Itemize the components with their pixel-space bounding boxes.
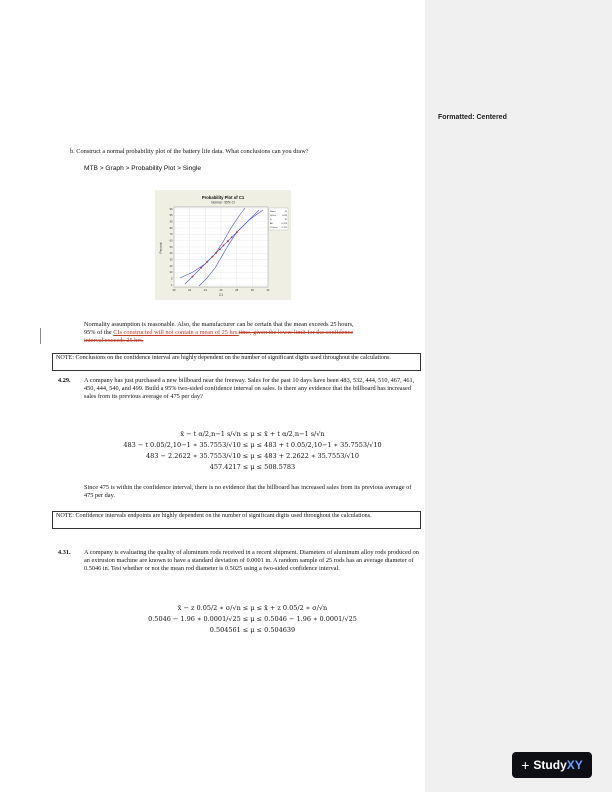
data-point xyxy=(211,256,213,258)
y-tick-label: 40 xyxy=(169,252,173,256)
brand-logo xyxy=(533,758,582,772)
y-tick-label: 95 xyxy=(169,214,173,218)
tracked-deletion-2: interval exceeds 25 hrs. xyxy=(84,337,144,344)
p429-eq1: x̄ − t α/2,n−1 s/√n ≤ μ ≤ x̄ + t α/2,n−1 s/√n xyxy=(180,430,325,438)
y-tick-label: 20 xyxy=(169,264,173,268)
studyxy-badge[interactable] xyxy=(512,752,592,778)
legend-value: 0.224 xyxy=(281,223,287,225)
data-point xyxy=(219,248,221,250)
note-box-1: NOTE: Conclusions on the confidence interval are highly dependent on the number of significant digits used throughout the calculations. xyxy=(52,353,421,371)
legend-value: 0.765 xyxy=(281,227,287,229)
p431-eq3: 0.504561 ≤ μ ≤ 0.504639 xyxy=(209,626,296,634)
p429-eq3: 483 − 2.2622 ∗ 35.7553/√10 ≤ μ ≤ 483 + 2.2622 ∗ 35.7553/√10 xyxy=(146,452,359,460)
data-point xyxy=(223,245,225,247)
p429-eq2: 483 − t 0.05/2,10−1 ∗ 35.7553/√10 ≤ μ ≤ 483 + t 0.05/2,10−1 ∗ 35.7553/√10 xyxy=(123,441,382,449)
problem-429-conclusion: Since 475 is within the confidence interval, there is no evidence that the billboard has increased sales from its previous average of 475 per day. xyxy=(84,484,412,499)
legend-key: P-Value xyxy=(270,227,278,229)
y-tick-label: 70 xyxy=(169,233,173,237)
probability-plot xyxy=(155,190,291,300)
plot-title: Probability Plot of C1 xyxy=(201,195,245,200)
data-point xyxy=(227,240,229,242)
legend-key: Mean xyxy=(270,211,276,213)
x-tick-label: 28 xyxy=(235,288,239,292)
problem-431-text: A company is evaluating the quality of aluminum rods received in a recent shipment. Diameters of aluminum alloy rods produced on an extrusion machine are known to have a standard deviation of 0.0001 in. A random sample of 25 rods has an average diameter of 0.5046 in. Test whether or not the mean rod diameter is 0.5025 using a two-sided confidence interval. xyxy=(84,549,419,572)
legend-value: 10 xyxy=(284,219,287,221)
plus-icon: + xyxy=(521,757,530,773)
x-tick-label: 24 xyxy=(203,288,207,292)
problem-number-431: 4.31. xyxy=(58,549,71,556)
part-b-question: b. Construct a normal probability plot of the battery life data. What conclusions can you draw? xyxy=(70,148,309,155)
y-tick-label: 5 xyxy=(171,277,173,281)
menu-path: MTB > Graph > Probability Plot > Single xyxy=(84,165,202,172)
y-tick-label: 99 xyxy=(169,207,173,211)
conclusion-prefix: 95% of the xyxy=(84,329,114,336)
conclusion-line1: Normality assumption is reasonable. Also, the manufacturer can be certain that the mean exceeds 25 hours, xyxy=(84,321,354,328)
y-tick-label: 50 xyxy=(169,245,173,249)
y-tick-label: 60 xyxy=(169,239,173,243)
p429-eq4: 457.4217 ≤ μ ≤ 508.5783 xyxy=(209,463,296,471)
y-tick-label: 30 xyxy=(169,258,173,262)
legend-key: StDev xyxy=(270,215,276,217)
plot-subtitle: Normal - 95% CI xyxy=(211,200,235,205)
change-bar xyxy=(40,328,41,344)
data-point xyxy=(231,236,233,238)
tracked-insertion: CIs constructed will not contain a mean of 25 hrs. xyxy=(113,329,239,336)
x-tick-label: 32 xyxy=(266,288,270,292)
plot-ylabel: Percent xyxy=(159,242,163,254)
y-tick-label: 10 xyxy=(169,271,173,275)
y-tick-label: 90 xyxy=(169,220,173,224)
x-tick-label: 30 xyxy=(250,288,254,292)
data-point xyxy=(200,267,202,269)
p431-eq2: 0.5046 − 1.96 ∗ 0.0001/√25 ≤ μ ≤ 0.5046 − 1.96 ∗ 0.0001/√25 xyxy=(148,615,357,623)
data-point xyxy=(192,276,194,278)
note-box-2: NOTE: Confidence intervals endpoints are highly dependent on the number of significant digits used throughout the calculations. xyxy=(52,511,421,529)
x-tick-label: 26 xyxy=(219,288,223,292)
problem-429-text: A company has just purchased a new billboard near the freeway. Sales for the past 10 days have been 483, 532, 444, 510, 467, 461, 450, 444, 540, and 499. Build a 95% two-sided confidence interval on sales. Is there any evidence that the billboard has increased sales from its previous average of 475 per day? xyxy=(84,377,415,400)
legend-value: 1.633 xyxy=(281,215,287,217)
tracked-deletion-1: time, given the lower limit for the confidence xyxy=(238,329,354,336)
x-tick-label: 22 xyxy=(188,288,192,292)
data-point xyxy=(206,261,208,263)
normality-conclusion xyxy=(84,321,419,345)
problem-number-429: 4.29. xyxy=(58,377,71,384)
data-point xyxy=(236,231,238,233)
p431-eq1: x̄ − z 0.05/2 ∗ σ/√n ≤ μ ≤ x̄ + z 0.05/2 ∗ σ/√n xyxy=(177,604,328,612)
plot-xlabel: C1 xyxy=(218,293,224,297)
data-point xyxy=(215,252,217,254)
legend-key: AD xyxy=(270,223,274,225)
x-tick-label: 20 xyxy=(172,288,176,292)
legend-value: 26 xyxy=(284,211,287,213)
brand-accent: XY xyxy=(566,758,583,772)
brand-name: Study xyxy=(533,758,567,772)
y-tick-label: 80 xyxy=(169,226,173,230)
comment-formatted-label: Formatted: Centered xyxy=(438,114,507,121)
legend-key: N xyxy=(270,219,272,221)
y-tick-label: 1 xyxy=(171,283,173,287)
